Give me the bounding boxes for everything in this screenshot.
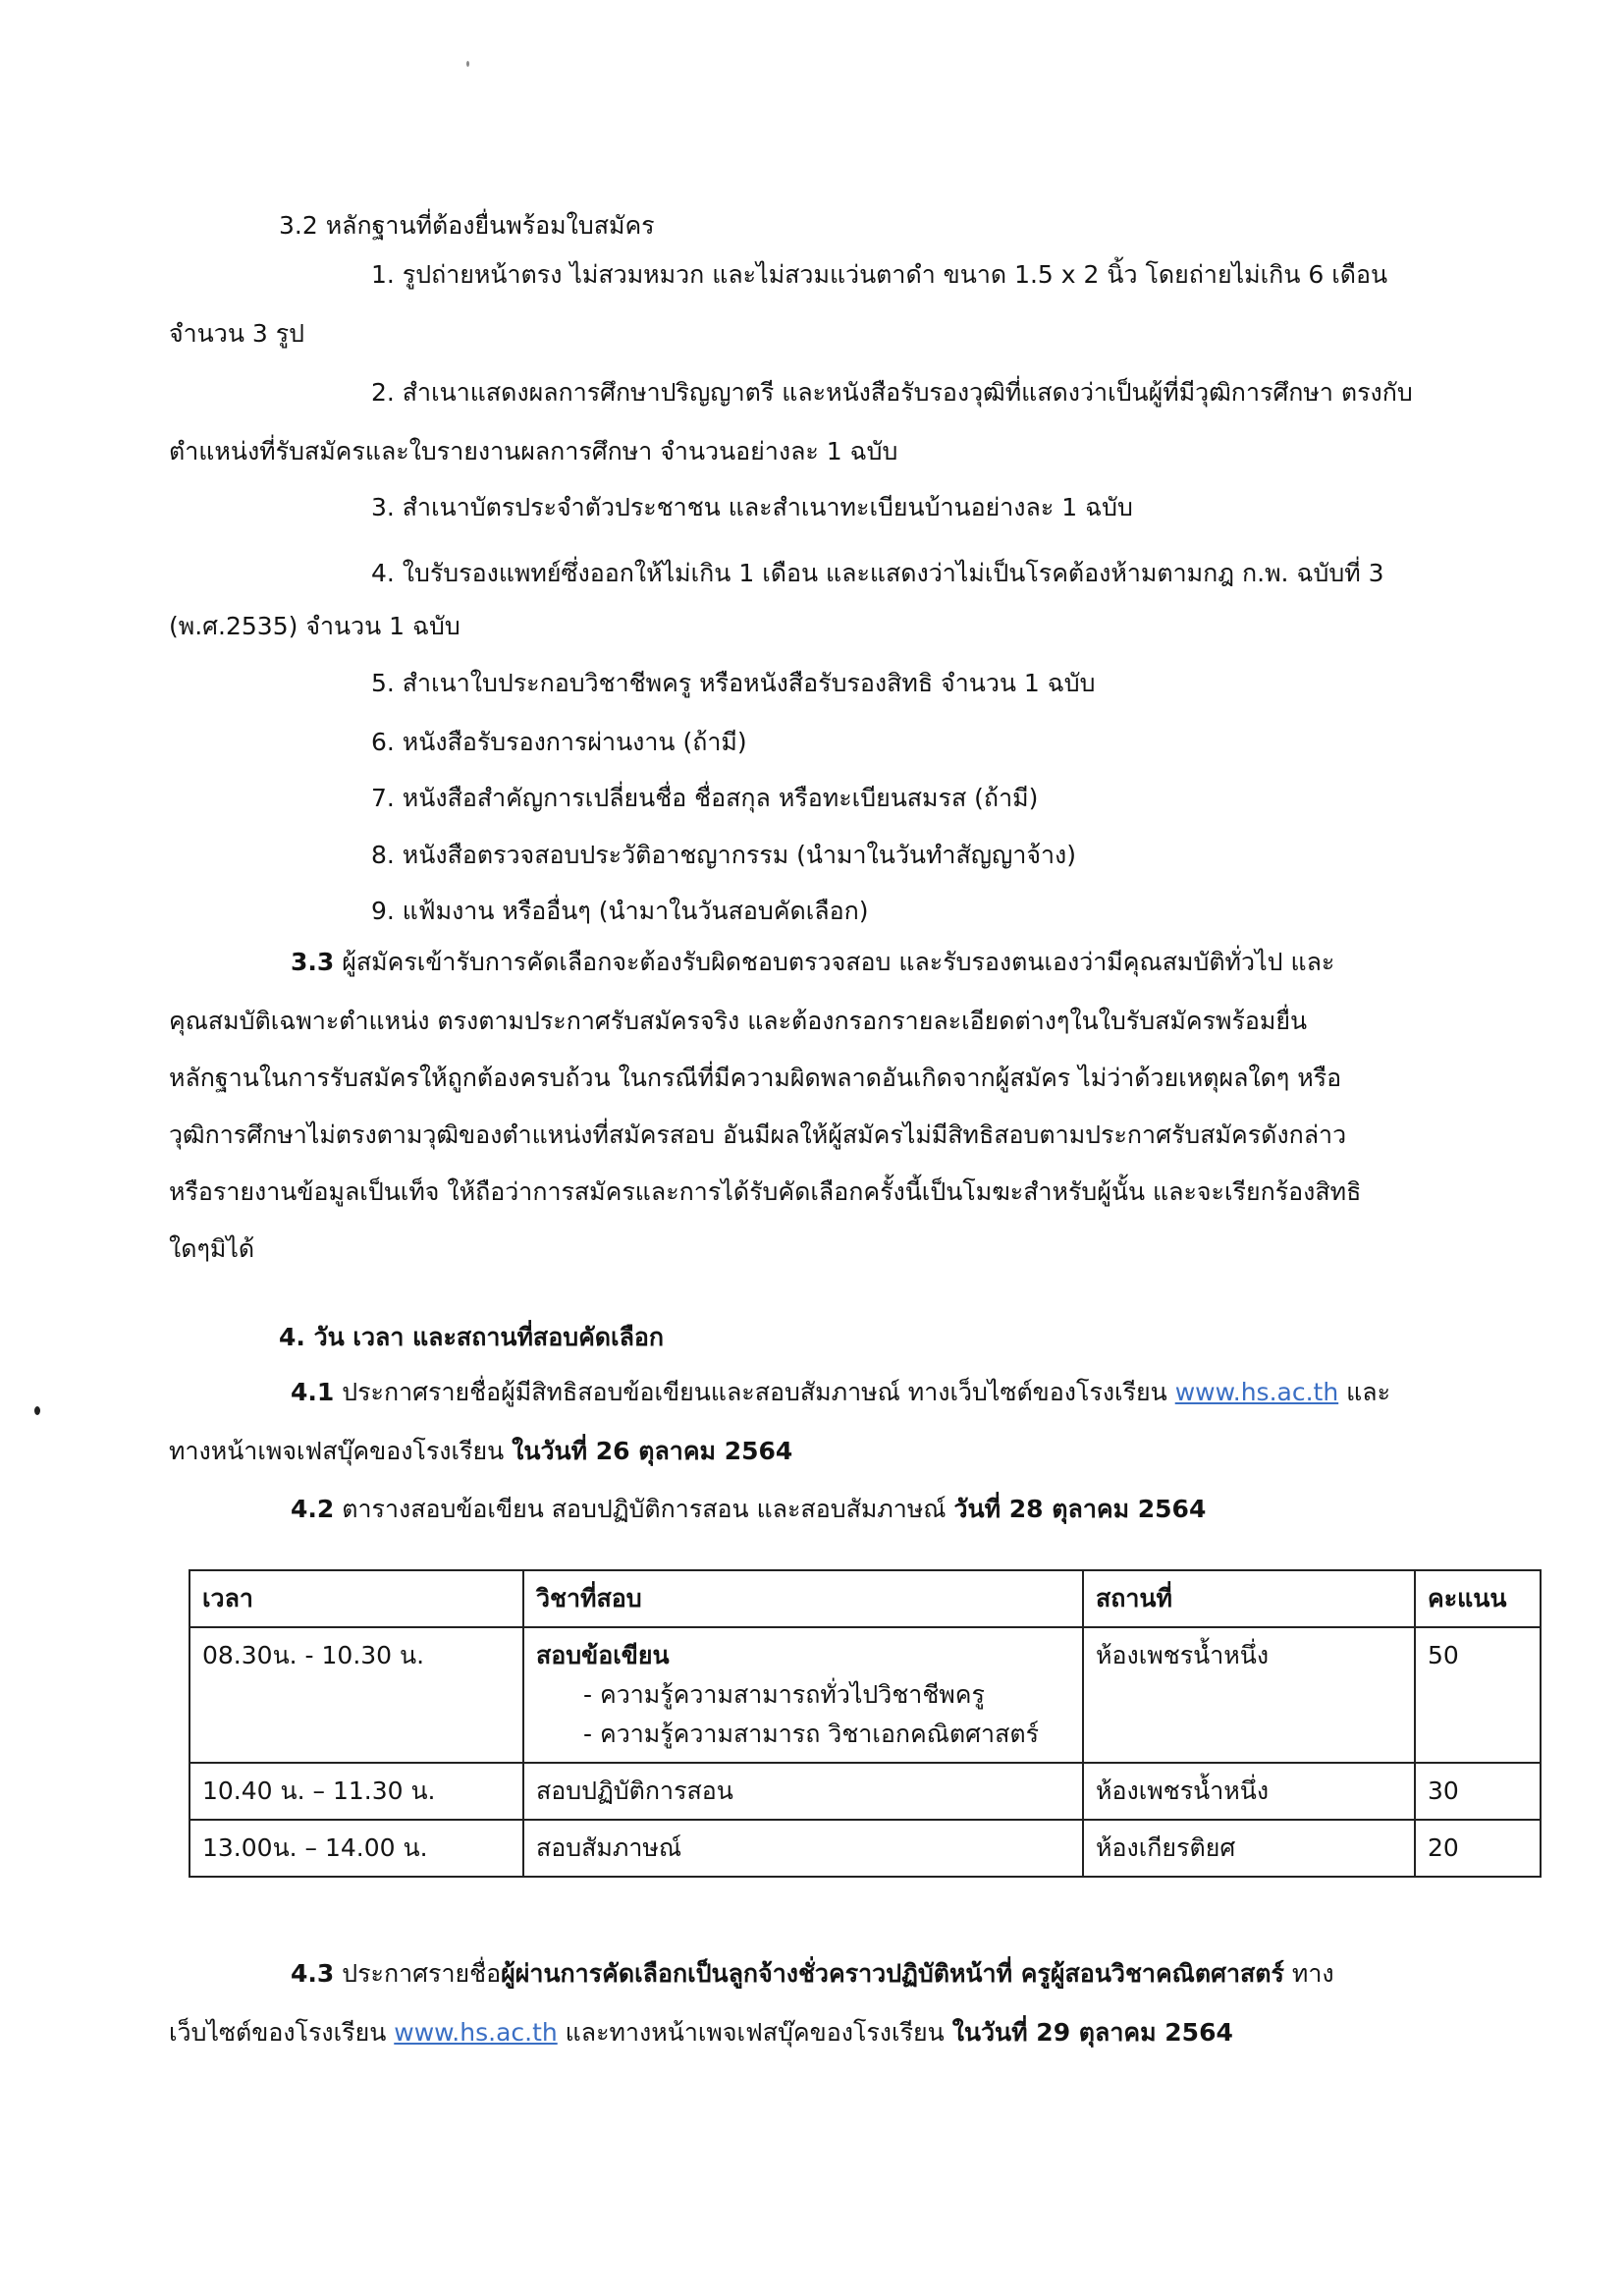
section-4-3-line-1 — [291, 1954, 1334, 1994]
doc-item-4-line-1: 4. ใบรับรองแพทย์ซึ่งออกให้ไม่เกิน 1 เดือน และแสดงว่าไม่เป็นโรคต้องห้ามตามกฎ ก.พ. ฉบับที่ 3 — [371, 559, 1384, 587]
section-4-3-text-end: ทาง — [1283, 1959, 1334, 1988]
section-4-2-text: ตารางสอบข้อเขียน สอบปฏิบัติการสอน และสอบสัมภาษณ์ — [334, 1495, 954, 1523]
section-3-3-line-5: หรือรายงานข้อมูลเป็นเท็จ ให้ถือว่าการสมัครและการได้รับคัดเลือกครั้งนี้เป็นโมฆะสำหรับผู้นั้น และจะเรียกร้องสิทธิ — [169, 1177, 1362, 1206]
section-4-1-text-end: และ — [1338, 1378, 1390, 1406]
cell-subject: สอบปฏิบัติการสอน — [523, 1763, 1083, 1820]
doc-item-7: 7. หนังสือสำคัญการเปลี่ยนชื่อ ชื่อสกุล หรือทะเบียนสมรส (ถ้ามี) — [371, 784, 1039, 812]
section-3-3-line-2: คุณสมบัติเฉพาะตำแหน่ง ตรงตามประกาศรับสมัครจริง และต้องกรอกรายละเอียดต่างๆในใบรับสมัครพร้อมยื่น — [169, 1007, 1308, 1035]
section-4-1-line-1 — [291, 1373, 1390, 1412]
column-header-time: เวลา — [189, 1570, 523, 1627]
subject-detail: - ความรู้ความสามารถ วิชาเอกคณิตศาสตร์ — [583, 1720, 1040, 1748]
section-3-3-line-3: หลักฐานในการรับสมัครให้ถูกต้องครบถ้วน ในกรณีที่มีความผิดพลาดอันเกิดจากผู้สมัคร ไม่ว่าด้วยเหตุผลใดๆ หรือ — [169, 1064, 1342, 1092]
section-4-3-bold-text: ผู้ผ่านการคัดเลือกเป็นลูกจ้างชั่วคราวปฏิบัติหน้าที่ ครูผู้สอนวิชาคณิตศาสตร์ — [501, 1959, 1284, 1988]
section-4-2-number: 4.2 — [291, 1495, 335, 1523]
cell-score: 20 — [1415, 1820, 1541, 1877]
doc-item-1-line-2: จำนวน 3 รูป — [169, 319, 305, 348]
section-4-3-number: 4.3 — [291, 1959, 335, 1988]
doc-item-3: 3. สำเนาบัตรประจำตัวประชาชน และสำเนาทะเบียนบ้านอย่างละ 1 ฉบับ — [371, 493, 1133, 521]
cell-place: ห้องเกียรติยศ — [1083, 1820, 1415, 1877]
table-row — [189, 1627, 1541, 1763]
table-row — [189, 1820, 1541, 1877]
section-4-3-text-3: และทางหน้าเพจเฟสบุ๊คของโรงเรียน — [557, 2018, 952, 2047]
exam-schedule-table — [189, 1569, 1542, 1878]
section-3-2-heading: 3.2 หลักฐานที่ต้องยื่นพร้อมใบสมัคร — [279, 211, 655, 240]
doc-item-8: 8. หนังสือตรวจสอบประวัติอาชญากรรม (นำมาในวันทำสัญญาจ้าง) — [371, 841, 1077, 869]
section-4-1-line-2 — [169, 1432, 792, 1471]
cell-time: 10.40 น. – 11.30 น. — [189, 1763, 523, 1820]
section-3-3-line-1 — [291, 943, 1334, 982]
doc-item-6: 6. หนังสือรับรองการผ่านงาน (ถ้ามี) — [371, 728, 747, 756]
section-3-3-number: 3.3 — [291, 948, 335, 976]
cell-score: 30 — [1415, 1763, 1541, 1820]
cell-subject: สอบสัมภาษณ์ — [523, 1820, 1083, 1877]
table-row — [189, 1763, 1541, 1820]
cell-time: 13.00น. – 14.00 น. — [189, 1820, 523, 1877]
column-header-place: สถานที่ — [1083, 1570, 1415, 1627]
cell-time: 08.30น. - 10.30 น. — [189, 1627, 523, 1763]
doc-item-9: 9. แฟ้มงาน หรืออื่นๆ (นำมาในวันสอบคัดเลือก) — [371, 897, 869, 925]
section-4-1-number: 4.1 — [291, 1378, 335, 1406]
section-4-1-text: ประกาศรายชื่อผู้มีสิทธิสอบข้อเขียนและสอบสัมภาษณ์ ทางเว็บไซต์ของโรงเรียน — [334, 1378, 1175, 1406]
section-4-2-date: วันที่ 28 ตุลาคม 2564 — [953, 1495, 1207, 1523]
section-4-3-text: ประกาศรายชื่อ — [334, 1959, 502, 1988]
section-3-3-line-6: ใดๆมิได้ — [169, 1234, 255, 1263]
cell-subject — [523, 1627, 1083, 1763]
subject-detail: - ความรู้ความสามารถทั่วไปวิชาชีพครู — [583, 1680, 985, 1709]
scan-speck — [466, 61, 469, 67]
column-header-score: คะแนน — [1415, 1570, 1541, 1627]
cell-place: ห้องเพชรน้ำหนึ่ง — [1083, 1763, 1415, 1820]
doc-item-2-line-1: 2. สำเนาแสดงผลการศึกษาปริญญาตรี และหนังสือรับรองวุฒิที่แสดงว่าเป็นผู้ที่มีวุฒิการศึกษา ตรงกับ — [371, 378, 1413, 407]
scan-speck — [34, 1406, 40, 1415]
doc-item-5: 5. สำเนาใบประกอบวิชาชีพครู หรือหนังสือรับรองสิทธิ จำนวน 1 ฉบับ — [371, 669, 1096, 697]
website-link[interactable]: www.hs.ac.th — [1174, 1378, 1339, 1406]
section-4-3-text-2: เว็บไซต์ของโรงเรียน — [169, 2018, 395, 2047]
section-4-heading: 4. วัน เวลา และสถานที่สอบคัดเลือก — [279, 1323, 665, 1351]
subject-title: สอบข้อเขียน — [536, 1641, 670, 1669]
section-4-2-line — [291, 1490, 1206, 1529]
cell-place: ห้องเพชรน้ำหนึ่ง — [1083, 1627, 1415, 1763]
table-header-row — [189, 1570, 1541, 1627]
doc-item-1-line-1: 1. รูปถ่ายหน้าตรง ไม่สวมหมวก และไม่สวมแว่นตาดำ ขนาด 1.5 x 2 นิ้ว โดยถ่ายไม่เกิน 6 เดือน — [371, 260, 1388, 289]
website-link[interactable]: www.hs.ac.th — [394, 2018, 558, 2047]
cell-score: 50 — [1415, 1627, 1541, 1763]
section-3-3-line-4: วุฒิการศึกษาไม่ตรงตามวุฒิของตำแหน่งที่สมัครสอบ อันมีผลให้ผู้สมัครไม่มีสิทธิสอบตามประกาศรับสมัครดังกล่าว — [169, 1121, 1347, 1149]
doc-item-2-line-2: ตำแหน่งที่รับสมัครและใบรายงานผลการศึกษา จำนวนอย่างละ 1 ฉบับ — [169, 437, 898, 465]
section-4-1-date: ในวันที่ 26 ตุลาคม 2564 — [512, 1437, 793, 1465]
doc-item-4-line-2: (พ.ศ.2535) จำนวน 1 ฉบับ — [169, 612, 460, 640]
section-3-3-text: ผู้สมัครเข้ารับการคัดเลือกจะต้องรับผิดชอบตรวจสอบ และรับรองตนเองว่ามีคุณสมบัติทั่วไป และ — [334, 948, 1335, 976]
section-4-1-text-2: ทางหน้าเพจเฟสบุ๊คของโรงเรียน — [169, 1437, 513, 1465]
column-header-subject: วิชาที่สอบ — [523, 1570, 1083, 1627]
section-4-3-date: ในวันที่ 29 ตุลาคม 2564 — [951, 2018, 1233, 2047]
section-4-3-line-2 — [169, 2013, 1233, 2052]
